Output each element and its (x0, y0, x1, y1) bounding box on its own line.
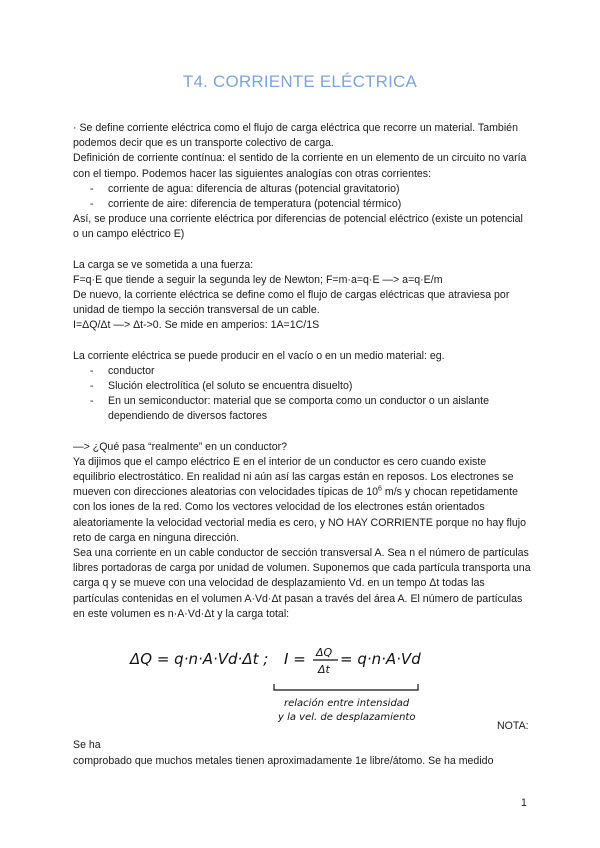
handwritten-equation (128, 644, 458, 724)
paragraph-potential: Así, se produce una corriente eléctrica por diferencias de potencial eléctrico (existe un potencial o un campo eléctrico E) (73, 213, 523, 241)
list-item: - corriente de aire: diferencia de temperatura (potencial térmico) (73, 197, 531, 212)
equation-left: ΔQ = q·n·A·Vd·Δt ; (130, 650, 269, 668)
analogy-list (73, 182, 531, 212)
dash-bullet-icon: - (90, 198, 94, 211)
dash-bullet-icon: - (90, 182, 94, 195)
dash-bullet-icon: - (90, 364, 94, 377)
equation-fraction-numerator: ΔQ (316, 646, 333, 659)
paragraph-newton: F=q·E que tiende a seguir la segunda ley de Newton; F=m·a=q·E —> a=q·E/m (73, 273, 443, 286)
paragraph-media: La corriente eléctrica se puede producir en el vacío o en un medio material: eg. (73, 349, 445, 362)
page-number: 1 (521, 797, 527, 809)
body-text (73, 121, 531, 622)
equation-note-line2: y la vel. de desplazamiento (278, 712, 416, 723)
equation-rhs-lhs: I = (284, 650, 306, 668)
equation-note-line1: relación entre intensidad (284, 698, 410, 709)
tail-line-1: Se ha (73, 739, 101, 751)
list-item: - Slución electrolítica (el soluto se encuentra disuelto) (73, 379, 531, 394)
paragraph-continuous-current: Definición de corriente contínua: el sentido de la corriente en un elemento de un circuito no varía con el tiempo. Podemos hacer las siguientes analogías con otras corrientes: (73, 152, 527, 180)
dash-bullet-icon: - (90, 380, 94, 393)
paragraph-electrostatic: Ya dijimos que el campo eléctrico E en el interior de un conductor es cero cuando existe equilibrio electrostático. En realidad ni aún así las cargas están en reposos. Los electrones se mueven con direcciones aleatorias con velocidades típicas de $10^6$ m/s y chocan repetidamente con los iones de la red. Como los vectores velocidad de los electrones están orientados aleatoriamente la velocidad vectorial media es cero, y NO HAY CORRIENTE porque no hay flujo reto de carga en ninguna dirección. (73, 455, 526, 544)
paragraph-force: La carga se ve sometida a una fuerza: (73, 258, 254, 271)
list-item: - En un semiconductor: material que se comporta como un conductor o un aislante dependiendo de diversos factores (90, 395, 489, 423)
paragraph-question: —> ¿Qué pasa “realmente” en un conductor? (73, 440, 288, 453)
brace-bracket (274, 684, 418, 690)
list-item: - corriente de agua: diferencia de alturas (potencial gravitatorio) (73, 182, 531, 197)
equation-fraction-denominator: Δt (318, 663, 330, 676)
tail-text (73, 737, 533, 769)
dash-bullet-icon: - (90, 395, 94, 408)
paragraph-definition: · Se define corriente eléctrica como el flujo de carga eléctrica que recorre un material. También podemos decir que es un transporte colectivo de carga. (73, 122, 518, 150)
nota-label: NOTA: (497, 720, 529, 732)
paragraph-current-formula: I=ΔQ/Δt —> Δt->0. Se mide en amperios: 1A=1C/1S (73, 319, 320, 332)
page-title: T4. CORRIENTE ELÉCTRICA (182, 72, 418, 91)
tail-line-2: comprobado que muchos metales tienen aproximadamente 1e libre/átomo. Se ha medido (73, 755, 494, 767)
paragraph-conductor-section: Sea una corriente en un cable conductor de sección transversal A. Sea n el número de partículas libres portadoras de carga por unidad de volumen. Suponemos que cada partícula transporta una carga q y se mueve con una velocidad de desplazamiento Vd. en un tempo Δt todas las partículas contenidas en el volumen A·Vd·Δt pasan a través del área A. El número de partículas en este volumen es n·A·Vd·Δt y la carga total: (73, 547, 531, 620)
paragraph-flux: De nuevo, la corriente eléctrica se define como el flujo de cargas eléctricas que atraviesa por unidad de tiempo la sección transversal de un cable. (73, 289, 510, 317)
list-item: - conductor (73, 364, 531, 379)
media-list (73, 364, 531, 425)
equation-rhs-tail: = q·n·A·Vd (340, 650, 421, 668)
